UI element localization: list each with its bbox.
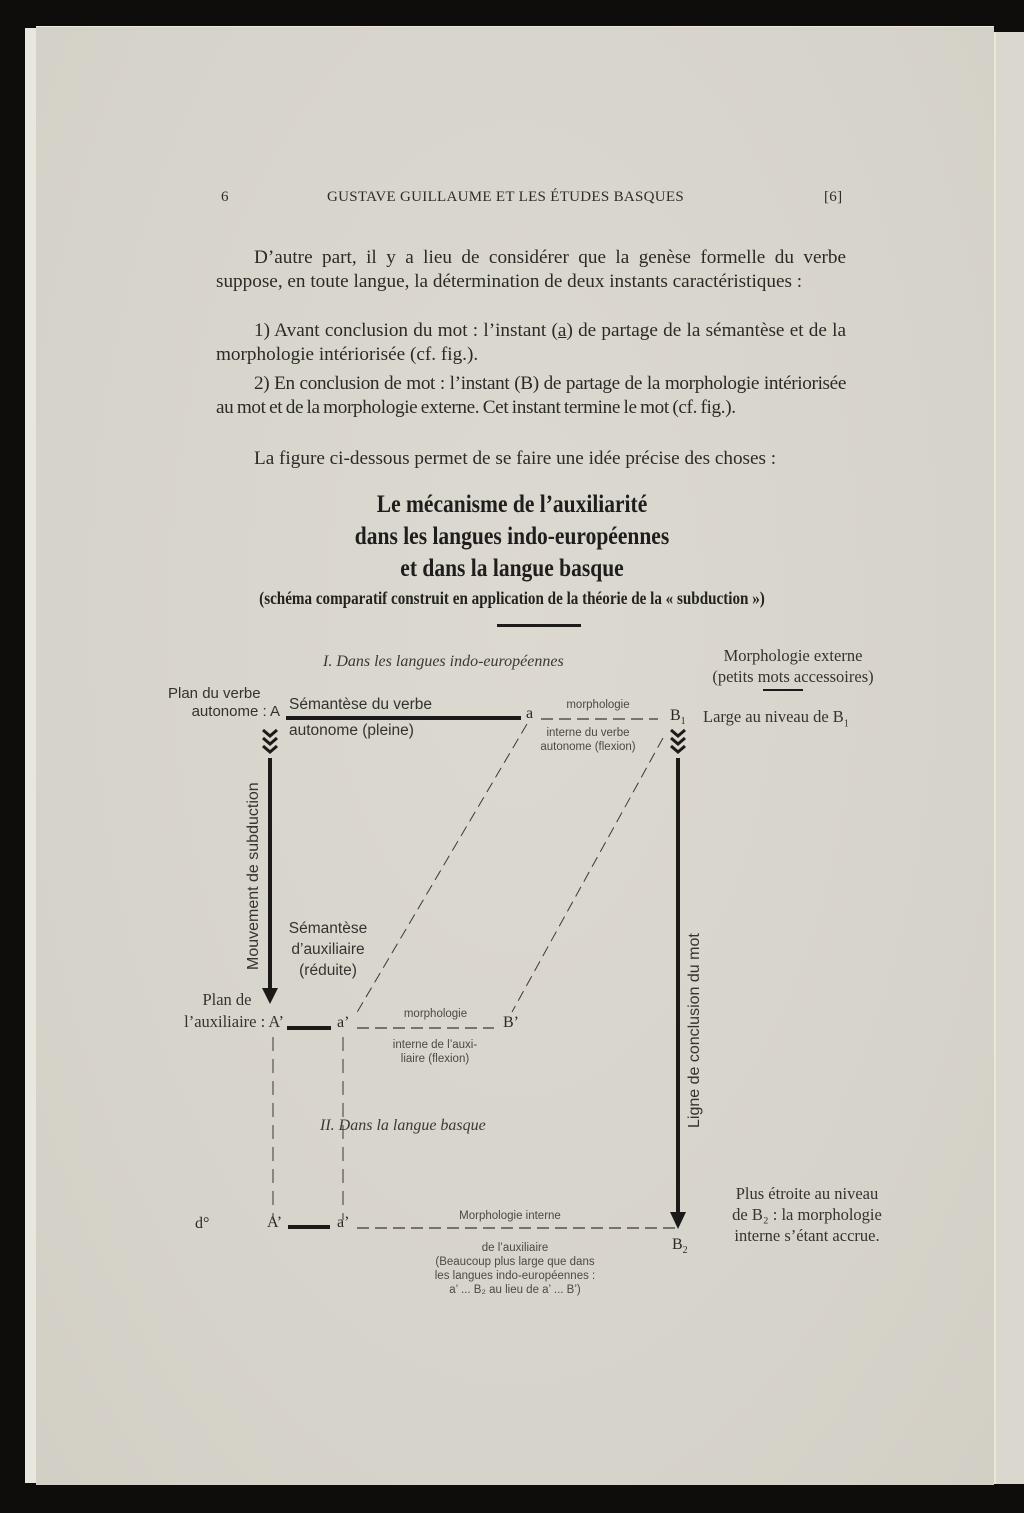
semantese-aux-line-1: Sémantèse xyxy=(288,920,368,937)
mouvement-subduction-label: Mouvement de subduction xyxy=(245,782,262,970)
semantese-aux-line-2: d’auxiliaire xyxy=(291,941,365,958)
semantese-verbe-line-2: autonome (pleine) xyxy=(289,722,414,739)
ligne-conclusion-label: Ligne de conclusion du mot xyxy=(686,933,703,1128)
morphologie-aux-label: morphologie xyxy=(403,1008,468,1020)
semantese-verbe-line-1: Sémantèse du verbe xyxy=(289,696,433,713)
paragraph-figure-intro: La figure ci-dessous permet de se faire une idée précise des choses : xyxy=(254,448,777,469)
section-2-label: II. Dans la langue basque xyxy=(320,1117,486,1134)
interne-verbe-label xyxy=(528,726,648,754)
de-auxiliaire-note xyxy=(410,1241,620,1297)
label-b1 xyxy=(670,707,686,727)
subscript-2: 2 xyxy=(682,1245,688,1257)
bracket-page-number: [6] xyxy=(824,189,843,205)
de-aux-line: de l’auxiliaire xyxy=(481,1242,549,1254)
morphologie-top-label: morphologie xyxy=(566,699,630,711)
plan-verbe-line-2: autonome : A xyxy=(191,703,280,720)
figure-title-line-1: Le mécanisme de l’auxiliarité xyxy=(376,491,648,518)
label-b-prime: B’ xyxy=(503,1014,519,1031)
beaucoup-line-1: (Beaucoup plus large que dans xyxy=(435,1256,595,1268)
point-1-text: 1) Avant conclusion du mot : l’instant ( xyxy=(254,320,558,341)
running-title: GUSTAVE GUILLAUME ET LES ÉTUDES BASQUES xyxy=(327,189,685,205)
label-b: B xyxy=(670,707,681,724)
plan-auxiliaire-label xyxy=(160,989,284,1033)
morphologie-interne-label: Morphologie interne xyxy=(459,1210,561,1222)
plan-verbe-autonome-label xyxy=(168,685,280,721)
interne-auxiliaire-label xyxy=(370,1038,500,1066)
semantese-aux-line-3: (réduite) xyxy=(299,962,357,979)
plus-etroite-note xyxy=(712,1183,902,1246)
label-b: B xyxy=(672,1236,683,1253)
plus-etroite-line-1: Plus étroite au niveau xyxy=(735,1184,879,1203)
label-a-prime: a’ xyxy=(337,1014,350,1031)
plus-etroite-line-2: de B₂ : la morphologie xyxy=(732,1205,882,1224)
figure-subtitle: (schéma comparatif construit en application de la théorie de la « subduction ») xyxy=(259,588,765,608)
section-1-label: I. Dans les langues indo-européennes xyxy=(323,653,564,670)
ditto-label: d° xyxy=(195,1215,210,1232)
figure-title-line-2: dans les langues indo-européennes xyxy=(354,523,670,550)
large-at-b1-text: Large au niveau de B xyxy=(703,707,844,726)
paragraph-intro: D’autre part, il y a lieu de considérer que la genèse formelle du verbe suppose, en toute langue, la détermination de deux instants caractéristiques : xyxy=(216,247,846,292)
page-number: 6 xyxy=(221,189,229,205)
label-b2 xyxy=(672,1236,688,1256)
semantese-auxiliaire-label xyxy=(278,918,378,981)
external-morphology-line-2: (petits mots accessoires) xyxy=(712,667,874,686)
plus-etroite-line-3: interne s’étant accrue. xyxy=(734,1226,880,1245)
interne-verbe-line-1: interne du verbe xyxy=(546,727,630,739)
plan-verbe-line-1: Plan du verbe xyxy=(168,685,261,702)
figure-title-line-3: et dans la langue basque xyxy=(400,555,624,582)
label-a-prime-basque: A’ xyxy=(267,1214,283,1231)
point-1-text-end: ) de partage de la sémantèse et de la morphologie intériorisée (cf. fig.). xyxy=(216,320,846,365)
subscript-1: 1 xyxy=(680,716,686,728)
interne-aux-line-2: liaire (flexion) xyxy=(400,1053,470,1065)
beaucoup-line-3: a’ ... B₂ au lieu de a’ ... B’) xyxy=(449,1284,581,1296)
underlined-a: a xyxy=(557,320,567,341)
interne-verbe-line-2: autonome (flexion) xyxy=(540,741,636,753)
beaucoup-line-2: les langues indo-européennes : xyxy=(434,1270,596,1282)
external-morphology-line-1: Morphologie externe xyxy=(723,646,863,665)
label-a: a xyxy=(526,705,534,722)
subscript-1: 1 xyxy=(843,718,849,730)
paragraph-point-2: 2) En conclusion de mot : l’instant (B) de partage de la morphologie intériorisée au mot et de la morphologie externe. Cet instant termine le mot (cf. fig.). xyxy=(216,373,846,418)
label-a-prime-lower-basque: a’ xyxy=(337,1214,350,1231)
plan-aux-line-1: Plan de xyxy=(202,990,252,1009)
external-morphology-label xyxy=(693,645,893,687)
plan-aux-line-2: l’auxiliaire : A’ xyxy=(184,1012,284,1031)
large-at-b1-label xyxy=(703,707,849,729)
interne-aux-line-1: interne de l’auxi- xyxy=(392,1039,478,1051)
